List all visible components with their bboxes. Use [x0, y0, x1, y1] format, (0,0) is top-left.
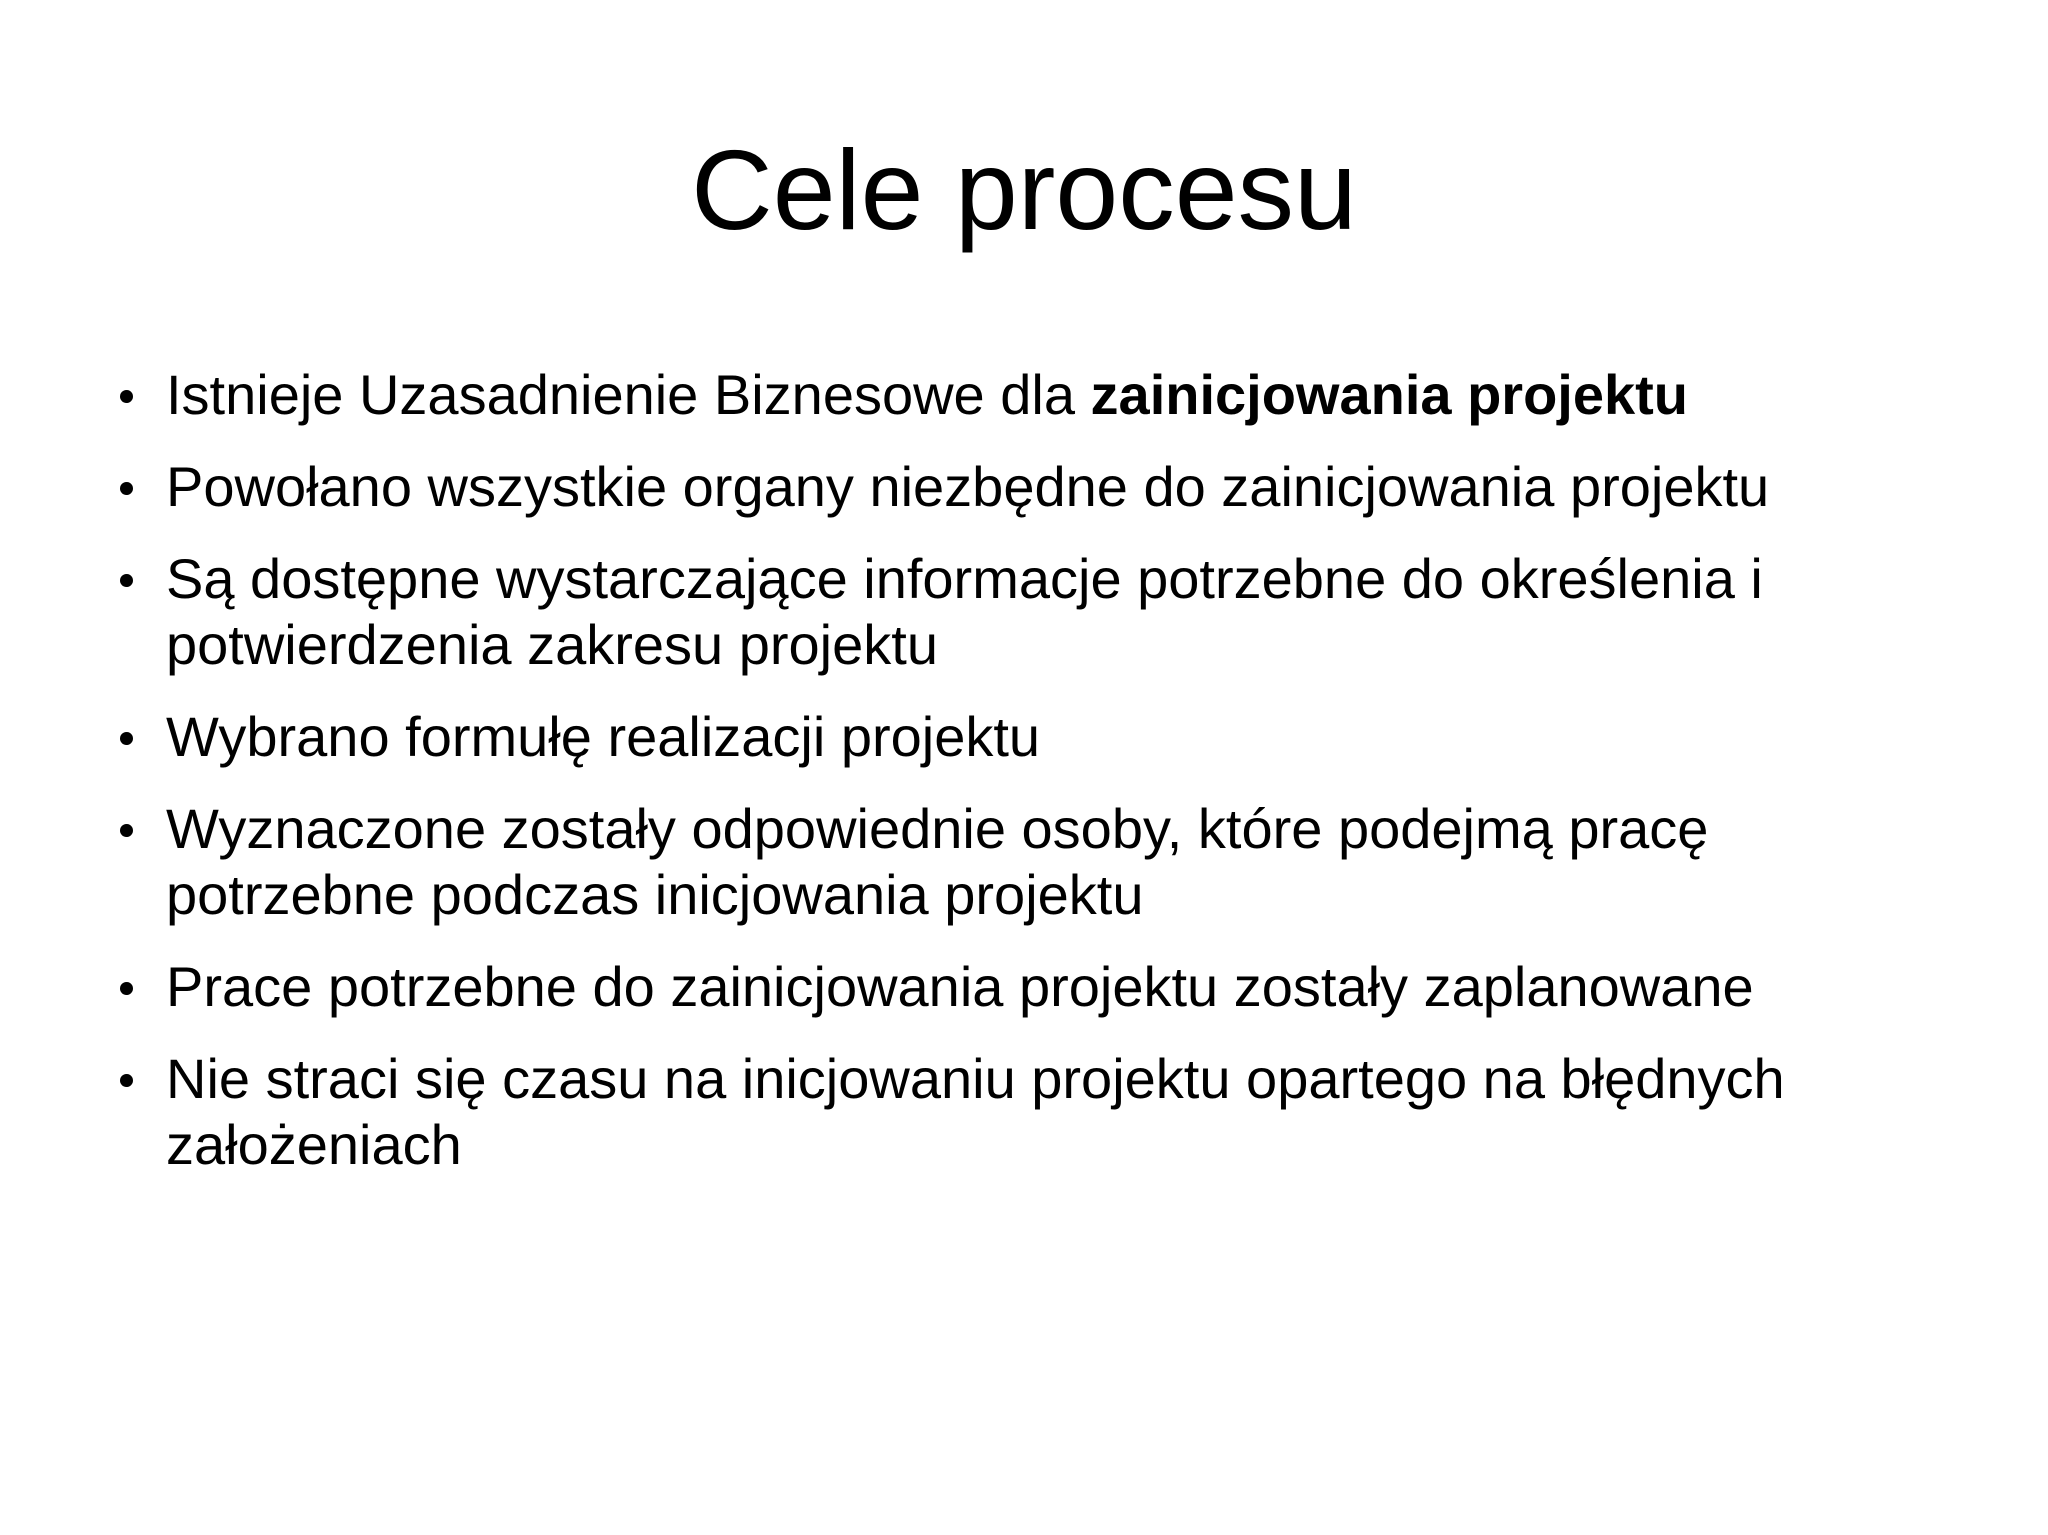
bullet-text: Prace potrzebne do zainicjowania projektu zostały zaplanowane: [166, 955, 1754, 1018]
bullet-text-bold: zainicjowania projektu: [1090, 363, 1689, 426]
bullet-dot-icon: [120, 1074, 133, 1087]
bullet-text: Są dostępne wystarczające informacje potrzebne do określenia i potwierdzenia zakresu projektu: [166, 547, 1763, 676]
bullet-dot-icon: [120, 574, 133, 587]
bullet-dot-icon: [120, 982, 133, 995]
bullet-text: Powołano wszystkie organy niezbędne do zainicjowania projektu: [166, 455, 1770, 518]
bullet-dot-icon: [120, 824, 133, 837]
slide-title: Cele procesu: [691, 127, 1357, 253]
bullet-item: [120, 546, 1920, 678]
bullet-item: [120, 704, 1920, 770]
bullet-dot-icon: [120, 390, 133, 403]
bullet-list: [120, 362, 1920, 1204]
bullet-item: [120, 362, 1920, 428]
bullet-dot-icon: [120, 482, 133, 495]
bullet-item: [120, 796, 1920, 928]
bullet-item: [120, 1046, 1920, 1178]
bullet-item: [120, 954, 1920, 1020]
bullet-text: Istnieje Uzasadnienie Biznesowe dla: [166, 363, 1091, 426]
bullet-text: Wybrano formułę realizacji projektu: [166, 705, 1041, 768]
bullet-dot-icon: [120, 732, 133, 745]
bullet-item: [120, 454, 1920, 520]
bullet-text: Wyznaczone zostały odpowiednie osoby, które podejmą pracę potrzebne podczas inicjowania projektu: [166, 797, 1709, 926]
bullet-text: Nie straci się czasu na inicjowaniu projektu opartego na błędnych założeniach: [166, 1047, 1785, 1176]
